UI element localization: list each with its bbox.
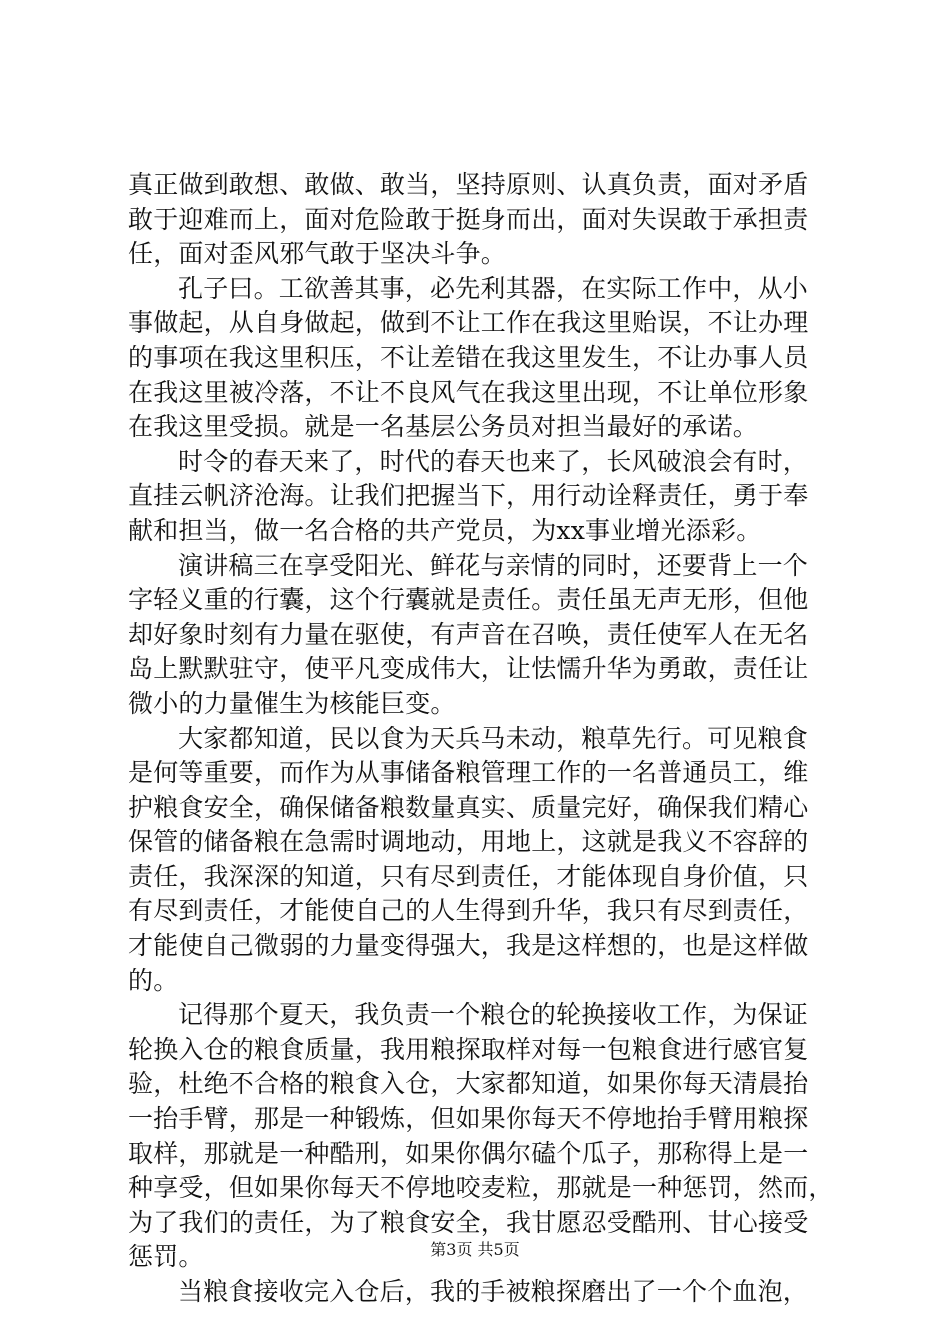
text-line: 有尽到责任，才能使自己的人生得到升华，我只有尽到责任， (128, 896, 809, 926)
text-line: 献和担当，做一名合格的共产党员，为xx事业增光添彩。 (128, 515, 762, 545)
paragraph (128, 445, 828, 549)
paragraph (128, 168, 828, 272)
text-line: 敢于迎难而上，面对危险敢于挺身而出，面对失误敢于承担责 (128, 204, 809, 234)
text-line: 为了我们的责任，为了粮食安全，我甘愿忍受酷刑、甘心接受 (128, 1207, 809, 1237)
text-line: 护粮食安全，确保储备粮数量真实、质量完好，确保我们精心 (128, 792, 809, 822)
text-line: 在我这里被冷落，不让不良风气在我这里出现，不让单位形象 (128, 377, 809, 407)
text-line: 在我这里受损。就是一名基层公务员对担当最好的承诺。 (128, 412, 759, 442)
text-line: 才能使自己微弱的力量变得强大，我是这样想的，也是这样做 (128, 931, 809, 961)
paragraph (128, 549, 828, 722)
text-line: 微小的力量催生为核能巨变。 (128, 688, 456, 718)
text-line: 当粮食接收完入仓后，我的手被粮探磨出了一个个血泡， (178, 1277, 809, 1306)
paragraph (128, 1275, 828, 1310)
paragraph (128, 272, 828, 445)
text-line: 的事项在我这里积压，不让差错在我这里发生，不让办事人员 (128, 342, 809, 372)
text-line: 大家都知道，民以食为天兵马未动，粮草先行。可见粮食 (178, 723, 809, 753)
text-line: 种享受，但如果你每天不停地咬麦粒，那就是一种惩罚，然而， (128, 1173, 834, 1203)
text-line: 演讲稿三在享受阳光、鲜花与亲情的同时，还要背上一个 (178, 550, 809, 580)
page-footer: 第3页 共5页 (430, 1240, 520, 1259)
text-line: 岛上默默驻守，使平凡变成伟大，让怯懦升华为勇敢，责任让 (128, 654, 809, 684)
text-line: 真正做到敢想、敢做、敢当，坚持原则、认真负责，面对矛盾 (128, 170, 809, 199)
text-line: 却好象时刻有力量在驱使，有声音在召唤，责任使军人在无名 (128, 619, 809, 649)
text-line: 孔子曰。工欲善其事，必先利其器，在实际工作中，从小 (178, 273, 809, 303)
text-line: 保管的储备粮在急需时调地动，用地上，这就是我义不容辞的 (128, 827, 809, 857)
text-line: 直挂云帆济沧海。让我们把握当下，用行动诠释责任，勇于奉 (128, 481, 809, 511)
text-line: 轮换入仓的粮食质量，我用粮探取样对每一包粮食进行感官复 (128, 1034, 809, 1064)
text-line: 字轻义重的行囊，这个行囊就是责任。责任虽无声无形，但他 (128, 585, 809, 615)
text-line: 责任，我深深的知道，只有尽到责任，才能体现自身价值，只 (128, 861, 809, 891)
text-line: 是何等重要，而作为从事储备粮管理工作的一名普通员工，维 (128, 758, 809, 788)
paragraph (128, 722, 828, 999)
body-text (128, 168, 834, 1310)
text-line: 一抬手臂，那是一种锻炼，但如果你每天不停地抬手臂用粮探 (128, 1104, 809, 1134)
text-line: 记得那个夏天，我负责一个粮仓的轮换接收工作，为保证 (178, 1000, 809, 1030)
text-line: 取样，那就是一种酷刑，如果你偶尔磕个瓜子，那称得上是一 (128, 1138, 809, 1168)
paragraph (128, 998, 834, 1275)
text-line: 时令的春天来了，时代的春天也来了，长风破浪会有时， (178, 446, 809, 476)
text-line: 验，杜绝不合格的粮食入仓，大家都知道，如果你每天清晨抬 (128, 1069, 809, 1099)
text-line: 惩罚。 (128, 1242, 204, 1272)
text-line: 任，面对歪风邪气敢于坚决斗争。 (128, 239, 507, 269)
text-line: 事做起，从自身做起，做到不让工作在我这里贻误，不让办理 (128, 308, 809, 338)
text-line: 的。 (128, 965, 179, 995)
